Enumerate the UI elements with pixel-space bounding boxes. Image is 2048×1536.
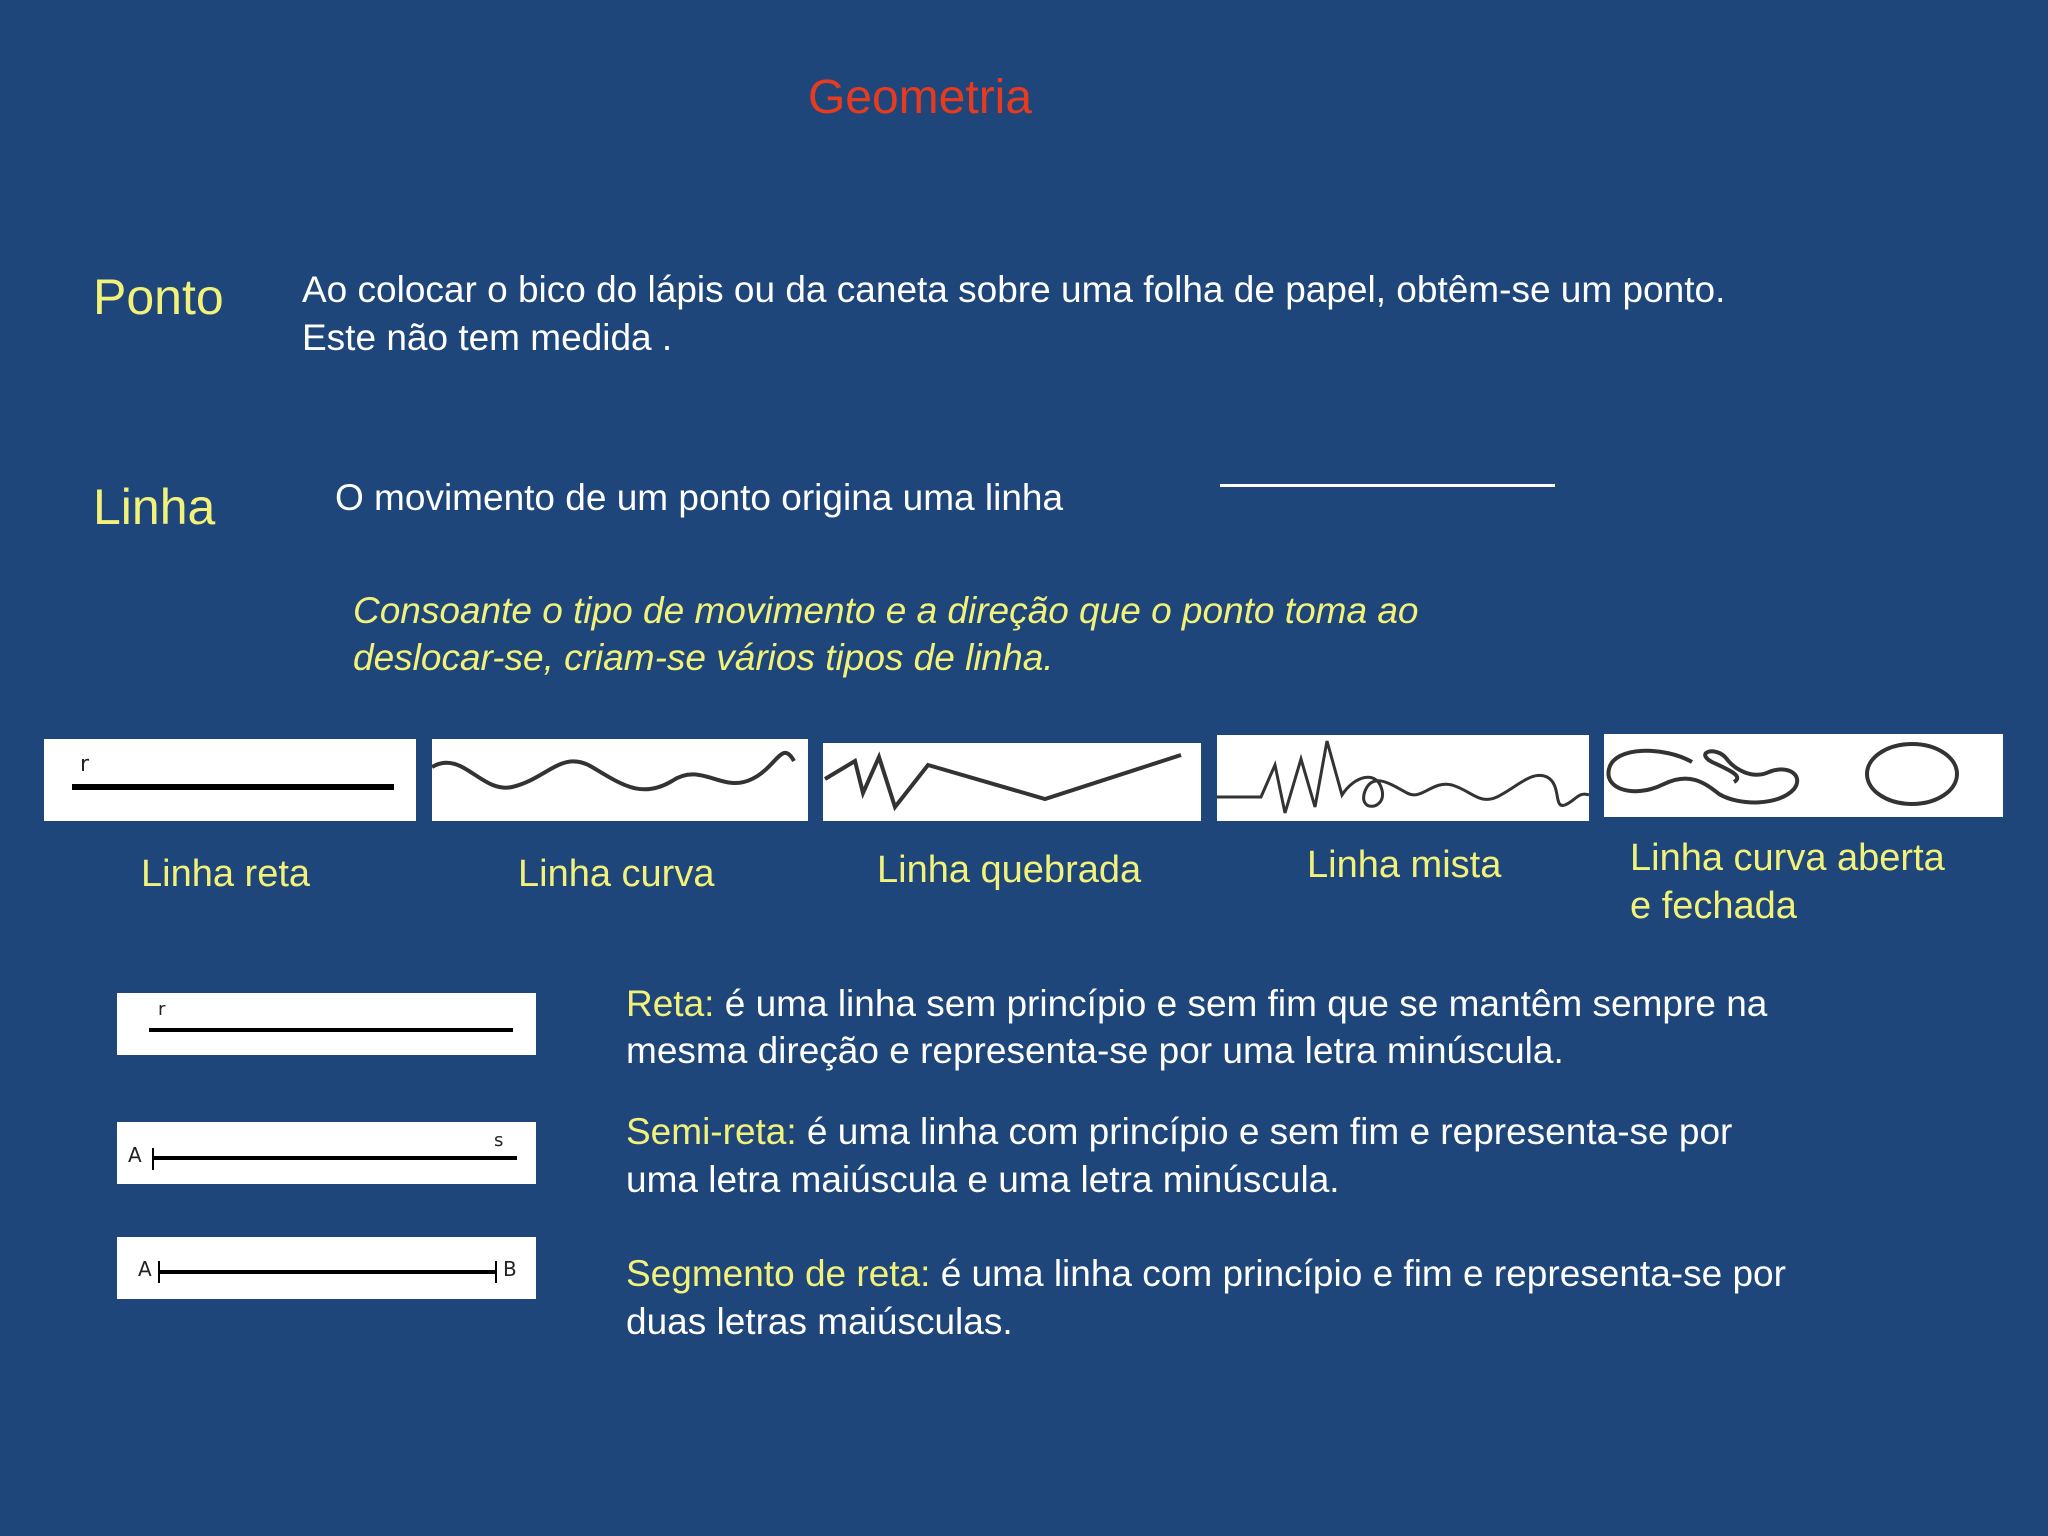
caption-linha-reta: Linha reta bbox=[141, 853, 311, 895]
semi-reta-letter-a: A bbox=[128, 1143, 142, 1167]
definition-reta-line1: Reta: é uma linha sem princípio e sem fim que se mantêm sempre na bbox=[626, 983, 1768, 1024]
straight-line-icon bbox=[44, 739, 416, 821]
segmento-letter-a: A bbox=[138, 1257, 152, 1281]
mixed-line-panel bbox=[1217, 735, 1589, 821]
ponto-heading: Ponto bbox=[93, 269, 224, 325]
curved-line-panel bbox=[432, 739, 808, 821]
definition-reta-term: Reta: bbox=[626, 983, 715, 1024]
linha-text: O movimento de um ponto origina uma linha bbox=[335, 477, 1064, 518]
definition-segmento-line1: Segmento de reta: é uma linha com princípio e fim e representa-se por bbox=[626, 1253, 1786, 1294]
segmento-letter-b: B bbox=[503, 1257, 517, 1281]
page-title: Geometria bbox=[807, 71, 1033, 124]
ponto-text-line1: Ao colocar o bico do lápis ou da caneta sobre uma folha de papel, obtêm-se um ponto. bbox=[302, 269, 1726, 310]
reta-figure bbox=[117, 993, 536, 1055]
definition-semi-reta-line2: uma letra maiúscula e uma letra minúscula. bbox=[626, 1159, 1340, 1200]
definition-reta-line2: mesma direção e representa-se por uma letra minúscula. bbox=[626, 1030, 1564, 1071]
semi-reta-letter-s: s bbox=[494, 1130, 504, 1151]
definition-semi-reta-term: Semi-reta: bbox=[626, 1111, 797, 1152]
linha-note-line1: Consoante o tipo de movimento e a direção que o ponto toma ao bbox=[353, 590, 1419, 631]
caption-linha-curva-aberta-line2: e fechada bbox=[1630, 885, 1797, 927]
definition-segmento-term: Segmento de reta: bbox=[626, 1253, 931, 1294]
curved-line-icon bbox=[432, 739, 808, 821]
caption-linha-curva: Linha curva bbox=[518, 853, 715, 895]
caption-linha-quebrada: Linha quebrada bbox=[877, 849, 1142, 891]
ponto-text-line2: Este não tem medida . bbox=[302, 317, 673, 358]
caption-linha-curva-aberta-line1: Linha curva aberta bbox=[1630, 837, 1945, 879]
straight-line-panel bbox=[44, 739, 416, 821]
reta-letter-r: r bbox=[158, 999, 166, 1020]
caption-linha-mista: Linha mista bbox=[1307, 844, 1502, 886]
linha-note-line2: deslocar-se, criam-se vários tipos de linha. bbox=[353, 637, 1054, 678]
semi-reta-figure bbox=[117, 1122, 536, 1184]
open-closed-curve-panel bbox=[1604, 734, 2003, 817]
definition-semi-reta-line1: Semi-reta: é uma linha com princípio e sem fim e representa-se por bbox=[626, 1111, 1733, 1152]
mixed-line-icon bbox=[1217, 735, 1589, 821]
straight-line-letter: r bbox=[80, 752, 90, 777]
definition-segmento-line2: duas letras maiúsculas. bbox=[626, 1301, 1013, 1342]
broken-line-icon bbox=[823, 743, 1201, 821]
linha-heading: Linha bbox=[93, 479, 216, 535]
example-line bbox=[1220, 484, 1555, 487]
segmento-reta-figure bbox=[117, 1237, 536, 1299]
open-closed-curve-icon bbox=[1604, 734, 2003, 817]
broken-line-panel bbox=[823, 743, 1201, 821]
